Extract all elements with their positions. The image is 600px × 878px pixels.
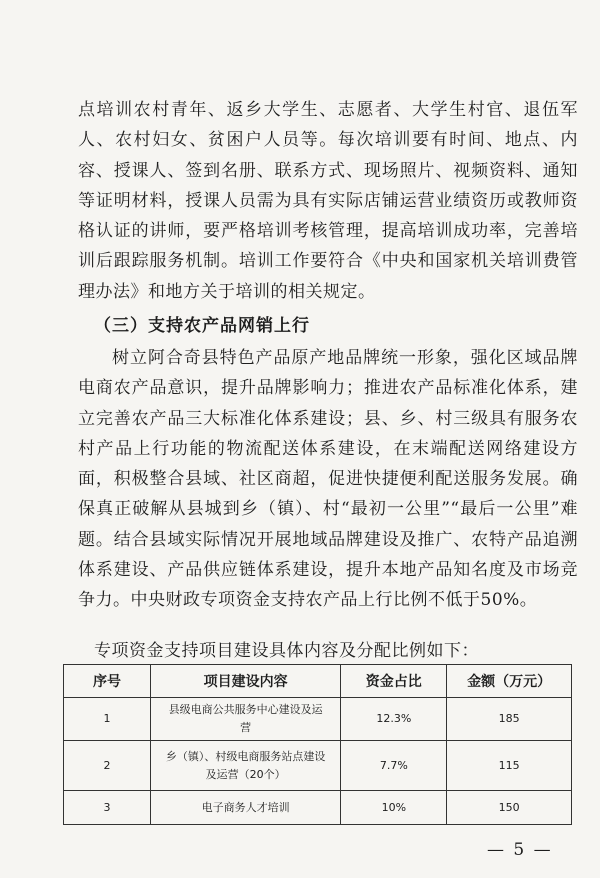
cell-project-content: 县级电商公共服务中心建设及运营 bbox=[151, 698, 341, 741]
cell-project-content: 乡（镇）、村级电商服务站点建设及运营（20个） bbox=[151, 741, 341, 791]
page-number: — 5 — bbox=[487, 840, 553, 860]
cell-serial-number: 2 bbox=[64, 741, 151, 791]
cell-fund-ratio: 12.3% bbox=[341, 698, 447, 741]
table-intro-text: 专项资金支持项目建设具体内容及分配比例如下： bbox=[94, 641, 479, 661]
table-row bbox=[64, 791, 572, 825]
table-row bbox=[64, 698, 572, 741]
cell-serial-number: 3 bbox=[64, 791, 151, 825]
header-serial-number: 序号 bbox=[64, 665, 151, 698]
cell-amount: 185 bbox=[447, 698, 572, 741]
header-project-content: 项目建设内容 bbox=[151, 665, 341, 698]
table-header-row bbox=[64, 665, 572, 698]
header-amount: 金额（万元） bbox=[447, 665, 572, 698]
table-row bbox=[64, 741, 572, 791]
funding-allocation-table bbox=[63, 664, 572, 825]
cell-project-content: 电子商务人才培训 bbox=[151, 791, 341, 825]
cell-fund-ratio: 7.7% bbox=[341, 741, 447, 791]
header-fund-ratio: 资金占比 bbox=[341, 665, 447, 698]
cell-amount: 115 bbox=[447, 741, 572, 791]
body-paragraph-continued: 点培训农村青年、返乡大学生、志愿者、大学生村官、退伍军人、农村妇女、贫困户人员等。每次培训要有时间、地点、内容、授课人、签到名册、联系方式、现场照片、视频资料、通知等证明材料，授课人员需为具有实际店铺运营业绩资历或教师资格认证的讲师，要严格培训考核管理，提高培训成功率，完善培训后跟踪服务机制。培训工作要符合《中央和国家机关培训费管理办法》和地方关于培训的相关规定。 bbox=[78, 100, 578, 302]
body-paragraph-main: 树立阿合奇县特色产品原产地品牌统一形象，强化区域品牌电商农产品意识，提升品牌影响力；推进农产品标准化体系，建立完善农产品三大标准化体系建设；县、乡、村三级具有服务农村产品上行功能的物流配送体系建设，在末端配送网络建设方面，积极整合县域、社区商超，促进快捷便利配送服务发展。确保真正破解从县城到乡（镇）、村“最初一公里”“最后一公里”难题。结合县域实际情况开展地域品牌建设及推广、农特产品追溯体系建设、产品供应链体系建设，提升本地产品知名度及市场竞争力。中央财政专项资金支持农产品上行比例不低于50%。 bbox=[78, 348, 578, 611]
cell-fund-ratio: 10% bbox=[341, 791, 447, 825]
cell-serial-number: 1 bbox=[64, 698, 151, 741]
section-heading: （三）支持农产品网销上行 bbox=[94, 316, 310, 336]
cell-amount: 150 bbox=[447, 791, 572, 825]
